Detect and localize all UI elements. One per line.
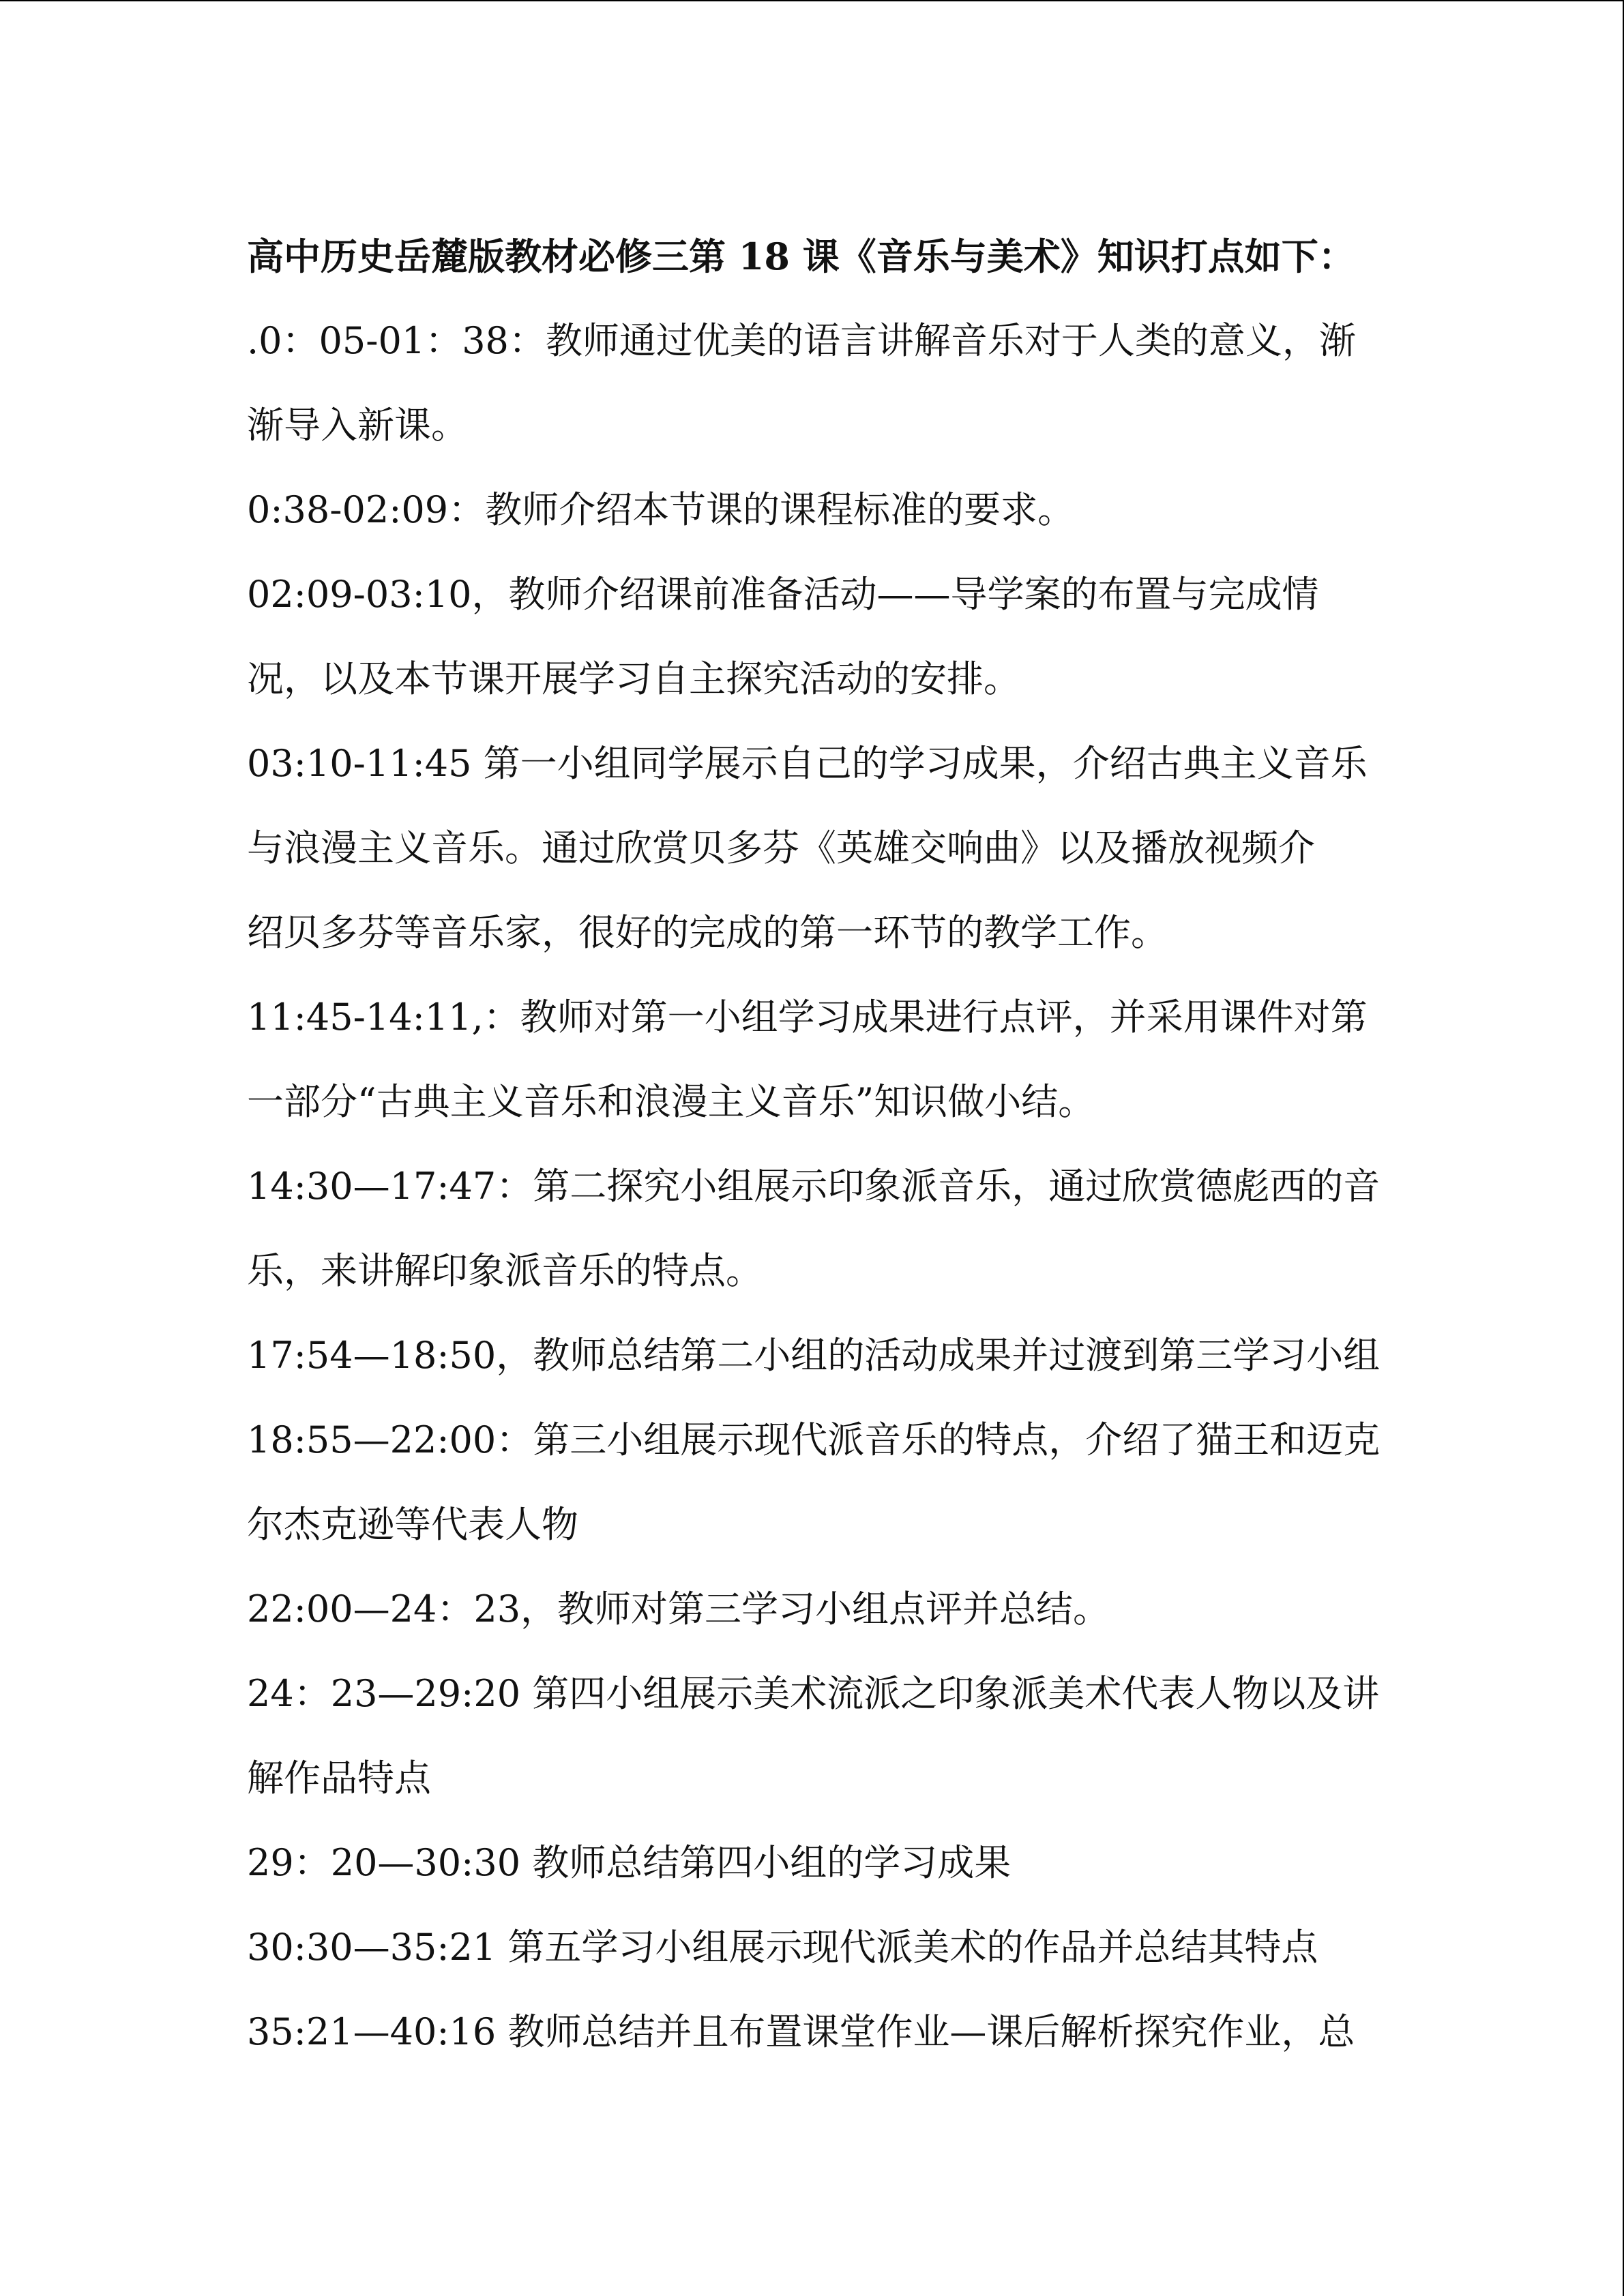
text-line: 尔杰克逊等代表人物 [247, 1503, 578, 1546]
text-line: 0:38-02:09：教师介绍本节课的课程标准的要求。 [247, 488, 1075, 531]
text-line: 03:10-11:45 第一小组同学展示自己的学习成果，介绍古典主义音乐 [247, 742, 1368, 785]
text-line: 解作品特点 [247, 1757, 431, 1800]
text-line: 乐，来讲解印象派音乐的特点。 [247, 1249, 763, 1292]
text-line: 35:21—40:16 教师总结并且布置课堂作业—课后解析探究作业，总 [247, 2010, 1355, 2053]
text-line: 与浪漫主义音乐。通过欣赏贝多芬《英雄交响曲》以及播放视频介 [247, 826, 1315, 869]
document-body [247, 214, 1379, 2074]
text-line: 02:09-03:10，教师介绍课前准备活动——导学案的布置与完成情 [247, 573, 1319, 616]
text-line: 29：20—30:30 教师总结第四小组的学习成果 [247, 1841, 1012, 1884]
text-line: 况，以及本节课开展学习自主探究活动的安排。 [247, 657, 1020, 700]
text-line: .0：05-01：38：教师通过优美的语言讲解音乐对于人类的意义，渐 [247, 319, 1356, 362]
text-line: 18:55—22:00：第三小组展示现代派音乐的特点，介绍了猫王和迈克 [247, 1418, 1381, 1461]
text-line: 渐导入新课。 [247, 404, 468, 447]
text-line: 一部分“古典主义音乐和浪漫主义音乐”知识做小结。 [247, 1080, 1095, 1123]
text-line: 24：23—29:20 第四小组展示美术流派之印象派美术代表人物以及讲 [247, 1672, 1380, 1715]
text-line: 22:00—24：23，教师对第三学习小组点评并总结。 [247, 1587, 1110, 1630]
text-line: 30:30—35:21 第五学习小组展示现代派美术的作品并总结其特点 [247, 1926, 1318, 1969]
text-line: 11:45-14:11,：教师对第一小组学习成果进行点评，并采用课件对第 [247, 996, 1368, 1039]
text-line: 17:54—18:50，教师总结第二小组的活动成果并过渡到第三学习小组 [247, 1334, 1381, 1377]
text-line: 14:30—17:47：第二探究小组展示印象派音乐，通过欣赏德彪西的音 [247, 1165, 1381, 1208]
document-title: 高中历史岳麓版教材必修三第 18 课《音乐与美术》知识打点如下： [247, 235, 1355, 278]
text-line: 绍贝多芬等音乐家，很好的完成的第一环节的教学工作。 [247, 911, 1168, 954]
